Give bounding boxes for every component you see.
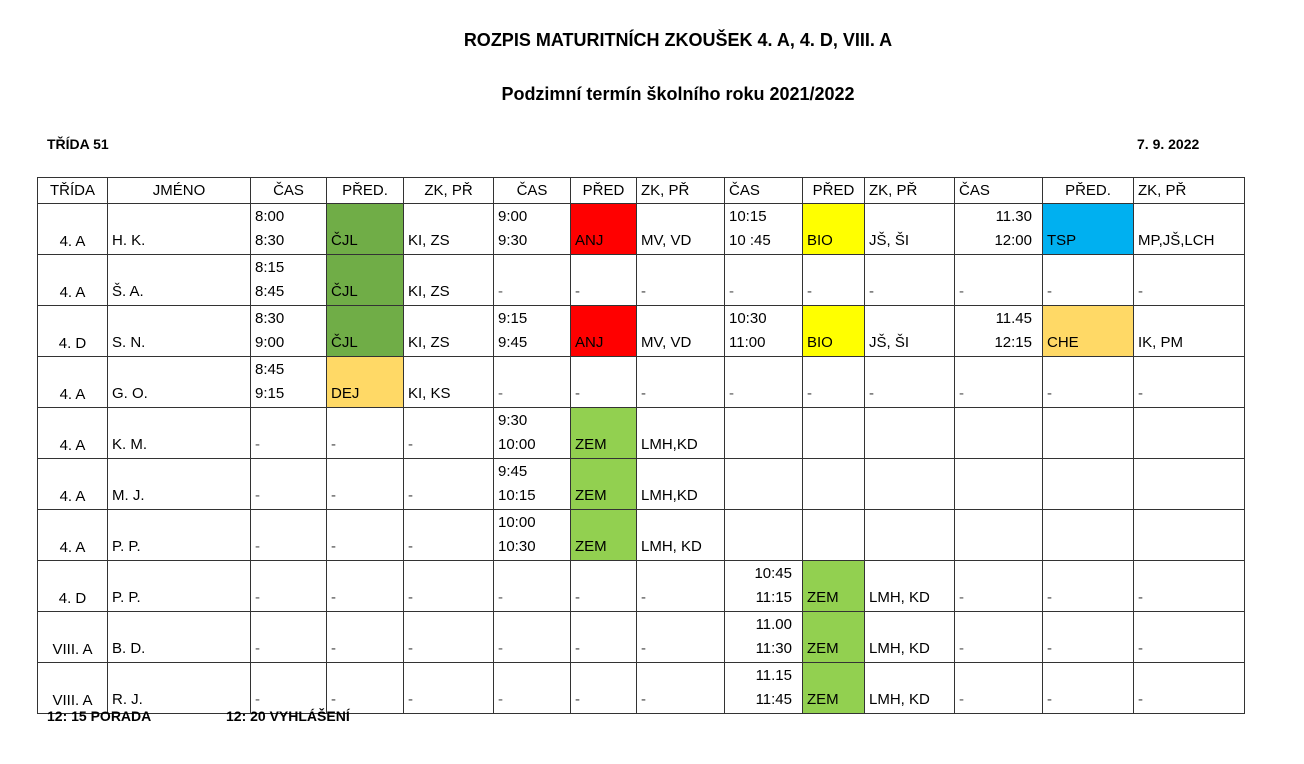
header-examiner-3: ZK, PŘ (865, 178, 955, 204)
empty-cell (1043, 459, 1134, 510)
empty-cell (725, 459, 803, 510)
header-subject-4: PŘED. (1043, 178, 1134, 204)
subject-cell: - (327, 663, 404, 714)
time-cell (251, 561, 327, 612)
header-subject-1: PŘED. (327, 178, 404, 204)
empty-cell (1134, 459, 1245, 510)
empty-cell (865, 408, 955, 459)
footer-announcement: 12: 20 VYHLÁŠENÍ (226, 708, 350, 724)
subject-cell: ANJ (571, 204, 637, 255)
examiner-cell: JŠ, ŠI (865, 306, 955, 357)
time-empty: - (498, 283, 503, 300)
time-end: 9:30 (498, 232, 528, 249)
time-empty: - (255, 538, 260, 555)
time-cell (955, 357, 1043, 408)
header-examiner-2: ZK, PŘ (637, 178, 725, 204)
time-cell (955, 612, 1043, 663)
subject-cell: - (571, 357, 637, 408)
name-cell: P. P. (108, 510, 251, 561)
time-cell (251, 408, 327, 459)
subject-cell: BIO (803, 204, 865, 255)
time-cell (725, 204, 803, 255)
name-cell: B. D. (108, 612, 251, 663)
empty-cell (955, 459, 1043, 510)
examiner-cell: - (404, 459, 494, 510)
subject-cell: - (1043, 663, 1134, 714)
table-row (38, 204, 1245, 255)
time-end: 10:00 (498, 436, 536, 453)
time-start: 9:00 (498, 208, 528, 225)
class-cell: 4. A (38, 255, 108, 306)
subject-cell: ČJL (327, 204, 404, 255)
time-empty: - (255, 487, 260, 504)
time-empty: - (498, 385, 503, 402)
table-row (38, 357, 1245, 408)
examiner-cell: LMH, KD (865, 663, 955, 714)
header-class: TŘÍDA (38, 178, 108, 204)
time-cell (725, 663, 803, 714)
header-time-4: ČAS (955, 178, 1043, 204)
time-empty: - (959, 589, 964, 606)
class-cell: 4. D (38, 561, 108, 612)
subject-cell: ZEM (571, 459, 637, 510)
time-cell (251, 357, 327, 408)
time-start: 11.30 (995, 208, 1032, 225)
subject-cell: ČJL (327, 306, 404, 357)
subject-cell: - (571, 561, 637, 612)
empty-cell (1134, 408, 1245, 459)
examiner-cell: KI, ZS (404, 204, 494, 255)
time-cell (251, 255, 327, 306)
time-cell (494, 204, 571, 255)
time-cell (955, 255, 1043, 306)
time-cell (494, 510, 571, 561)
empty-cell (1134, 510, 1245, 561)
time-end: 9:00 (255, 334, 285, 351)
examiner-cell: - (1134, 357, 1245, 408)
time-end: 11:15 (755, 589, 792, 606)
time-start: 8:45 (255, 361, 285, 378)
time-cell (494, 357, 571, 408)
header-time-1: ČAS (251, 178, 327, 204)
time-cell (725, 306, 803, 357)
subject-cell: - (1043, 612, 1134, 663)
time-cell (251, 459, 327, 510)
time-start: 10:45 (754, 565, 792, 582)
subject-cell: ZEM (803, 561, 865, 612)
time-empty: - (255, 640, 260, 657)
examiner-cell: - (1134, 561, 1245, 612)
examiner-cell: - (404, 663, 494, 714)
time-cell (955, 663, 1043, 714)
time-end: 9:45 (498, 334, 528, 351)
time-cell (725, 612, 803, 663)
empty-cell (1043, 510, 1134, 561)
page-title: ROZPIS MATURITNÍCH ZKOUŠEK 4. A, 4. D, VIII. A (463, 30, 893, 50)
class-cell: VIII. A (38, 612, 108, 663)
subject-cell: CHE (1043, 306, 1134, 357)
time-empty: - (498, 640, 503, 657)
examiner-cell: - (637, 612, 725, 663)
empty-cell (803, 510, 865, 561)
name-cell: K. M. (108, 408, 251, 459)
time-end: 12:00 (994, 232, 1032, 249)
examiner-cell: KI, KS (404, 357, 494, 408)
empty-cell (725, 408, 803, 459)
examiner-cell: - (1134, 255, 1245, 306)
time-cell (494, 612, 571, 663)
time-end: 11:45 (755, 691, 792, 708)
time-cell (725, 561, 803, 612)
examiner-cell: MP,JŠ,LCH (1134, 204, 1245, 255)
subject-cell: - (571, 255, 637, 306)
class-cell: VIII. A (38, 663, 108, 714)
time-start: 9:15 (498, 310, 528, 327)
time-start: 11.15 (755, 667, 792, 684)
time-cell (725, 255, 803, 306)
time-start: 11.45 (995, 310, 1032, 327)
time-end: 8:30 (255, 232, 285, 249)
time-start: 11.00 (755, 616, 792, 633)
examiner-cell: LMH,KD (637, 408, 725, 459)
empty-cell (955, 408, 1043, 459)
empty-cell (803, 459, 865, 510)
time-end: 10:30 (498, 538, 536, 555)
time-cell (251, 612, 327, 663)
subject-cell: - (803, 357, 865, 408)
examiner-cell: KI, ZS (404, 255, 494, 306)
examiner-cell: LMH, KD (637, 510, 725, 561)
subject-cell: - (1043, 357, 1134, 408)
empty-cell (803, 408, 865, 459)
time-empty: - (959, 283, 964, 300)
time-cell (955, 561, 1043, 612)
time-start: 8:15 (255, 259, 285, 276)
time-end: 10:15 (498, 487, 536, 504)
name-cell: H. K. (108, 204, 251, 255)
time-empty: - (255, 691, 260, 708)
time-cell (494, 408, 571, 459)
subject-cell: - (571, 663, 637, 714)
subject-cell: BIO (803, 306, 865, 357)
time-cell (955, 204, 1043, 255)
examiner-cell: - (637, 357, 725, 408)
subject-cell: ZEM (571, 510, 637, 561)
table-row (38, 612, 1245, 663)
time-cell (251, 510, 327, 561)
examiner-cell: - (637, 663, 725, 714)
examiner-cell: IK, PM (1134, 306, 1245, 357)
subject-cell: ZEM (571, 408, 637, 459)
time-start: 8:30 (255, 310, 285, 327)
table-row (38, 459, 1245, 510)
time-cell (955, 306, 1043, 357)
subject-cell: - (1043, 561, 1134, 612)
time-empty: - (959, 640, 964, 657)
time-empty: - (729, 283, 734, 300)
name-cell: M. J. (108, 459, 251, 510)
time-cell (725, 357, 803, 408)
examiner-cell: - (404, 510, 494, 561)
examiner-cell: LMH, KD (865, 561, 955, 612)
name-cell: Š. A. (108, 255, 251, 306)
subject-cell: ČJL (327, 255, 404, 306)
time-start: 10:15 (729, 208, 767, 225)
subject-cell: ANJ (571, 306, 637, 357)
subject-cell: - (327, 561, 404, 612)
class-cell: 4. A (38, 408, 108, 459)
time-cell (251, 663, 327, 714)
name-cell: G. O. (108, 357, 251, 408)
subject-cell: - (803, 255, 865, 306)
header-subject-2: PŘED (571, 178, 637, 204)
time-start: 8:00 (255, 208, 285, 225)
examiner-cell: LMH,KD (637, 459, 725, 510)
exam-schedule-table (37, 177, 1245, 714)
table-row (38, 663, 1245, 714)
name-cell: R. J. (108, 663, 251, 714)
empty-cell (725, 510, 803, 561)
time-cell (251, 306, 327, 357)
header-examiner-1: ZK, PŘ (404, 178, 494, 204)
subject-cell: TSP (1043, 204, 1134, 255)
class-label: TŘÍDA 51 (47, 136, 109, 152)
examiner-cell: - (637, 255, 725, 306)
subject-cell: - (1043, 255, 1134, 306)
subject-cell: ZEM (803, 663, 865, 714)
time-empty: - (959, 691, 964, 708)
time-start: 10:00 (498, 514, 536, 531)
time-end: 11:30 (755, 640, 792, 657)
examiner-cell: LMH, KD (865, 612, 955, 663)
subject-cell: ZEM (803, 612, 865, 663)
time-cell (494, 255, 571, 306)
examiner-cell: - (1134, 663, 1245, 714)
header-time-3: ČAS (725, 178, 803, 204)
class-cell: 4. A (38, 204, 108, 255)
time-cell (494, 459, 571, 510)
table-row (38, 306, 1245, 357)
empty-cell (1043, 408, 1134, 459)
date-label: 7. 9. 2022 (1137, 136, 1200, 152)
subject-cell: - (571, 612, 637, 663)
examiner-cell: - (1134, 612, 1245, 663)
page-subtitle: Podzimní termín školního roku 2021/2022 (501, 84, 855, 104)
empty-cell (865, 510, 955, 561)
time-start: 9:45 (498, 463, 528, 480)
time-cell (494, 663, 571, 714)
class-cell: 4. A (38, 459, 108, 510)
time-empty: - (255, 436, 260, 453)
time-end: 10 :45 (729, 232, 771, 249)
time-end: 8:45 (255, 283, 285, 300)
subject-cell: - (327, 510, 404, 561)
class-cell: 4. D (38, 306, 108, 357)
examiner-cell: - (865, 255, 955, 306)
time-empty: - (255, 589, 260, 606)
subject-cell: - (327, 612, 404, 663)
time-cell (494, 561, 571, 612)
table-row (38, 561, 1245, 612)
time-start: 9:30 (498, 412, 528, 429)
class-cell: 4. A (38, 357, 108, 408)
header-subject-3: PŘED (803, 178, 865, 204)
time-end: 11:00 (729, 334, 766, 351)
time-start: 10:30 (729, 310, 767, 327)
header-name: JMÉNO (108, 178, 251, 204)
examiner-cell: - (865, 357, 955, 408)
examiner-cell: - (404, 612, 494, 663)
table-header-row (38, 178, 1245, 204)
subject-cell: - (327, 459, 404, 510)
time-cell (494, 306, 571, 357)
footer-meeting: 12: 15 PORADA (47, 708, 152, 724)
time-empty: - (959, 385, 964, 402)
examiner-cell: MV, VD (637, 306, 725, 357)
examiner-cell: - (404, 561, 494, 612)
empty-cell (955, 510, 1043, 561)
time-empty: - (498, 589, 503, 606)
class-cell: 4. A (38, 510, 108, 561)
examiner-cell: - (637, 561, 725, 612)
time-end: 12:15 (994, 334, 1032, 351)
examiner-cell: - (404, 408, 494, 459)
time-end: 9:15 (255, 385, 285, 402)
name-cell: P. P. (108, 561, 251, 612)
time-empty: - (498, 691, 503, 708)
examiner-cell: MV, VD (637, 204, 725, 255)
empty-cell (865, 459, 955, 510)
table-row (38, 510, 1245, 561)
time-cell (251, 204, 327, 255)
table-row (38, 255, 1245, 306)
examiner-cell: KI, ZS (404, 306, 494, 357)
header-time-2: ČAS (494, 178, 571, 204)
subject-cell: - (327, 408, 404, 459)
header-examiner-4: ZK, PŘ (1134, 178, 1245, 204)
time-empty: - (729, 385, 734, 402)
table-row (38, 408, 1245, 459)
name-cell: S. N. (108, 306, 251, 357)
subject-cell: DEJ (327, 357, 404, 408)
examiner-cell: JŠ, ŠI (865, 204, 955, 255)
